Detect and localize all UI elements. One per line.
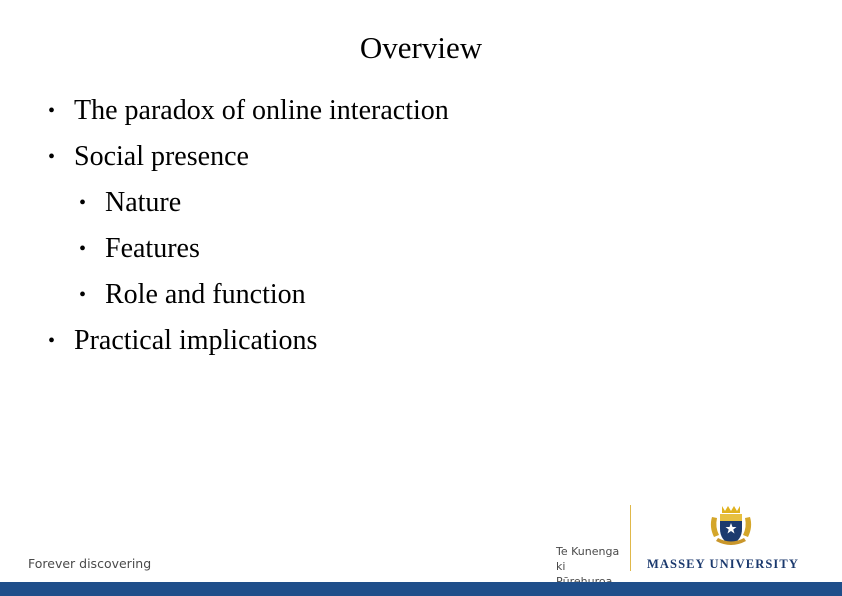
bullet-text: Social presence	[74, 141, 249, 172]
bullet-text: Nature	[105, 187, 182, 218]
maori-name-line-2: ki	[556, 560, 566, 573]
footer-bar	[0, 582, 842, 596]
sub-bullet-item	[48, 226, 449, 272]
bullet-dot: •	[79, 283, 87, 306]
bullet-item	[48, 318, 449, 364]
bullet-text: Features	[105, 233, 200, 264]
bullet-dot: •	[48, 145, 56, 168]
bullet-dot: •	[79, 237, 87, 260]
bullet-dot: •	[79, 191, 87, 214]
bullet-dot: •	[48, 99, 56, 122]
university-crest-icon	[708, 503, 754, 549]
footer-divider	[630, 505, 631, 571]
sub-bullet-item	[48, 180, 449, 226]
footer-tagline: Forever discovering	[28, 556, 152, 571]
bullet-text: Practical implications	[74, 325, 318, 356]
slide-title: Overview	[359, 30, 483, 65]
bullet-text: Role and function	[105, 279, 306, 310]
bullet-item	[48, 134, 449, 180]
bullet-list	[48, 88, 449, 364]
bullet-text: The paradox of online interaction	[74, 95, 449, 126]
maori-name-line-1: Te Kunenga	[556, 545, 620, 558]
bullet-dot: •	[48, 329, 56, 352]
university-name: MASSEY UNIVERSITY	[647, 557, 799, 571]
bullet-item	[48, 88, 449, 134]
sub-bullet-item	[48, 272, 449, 318]
